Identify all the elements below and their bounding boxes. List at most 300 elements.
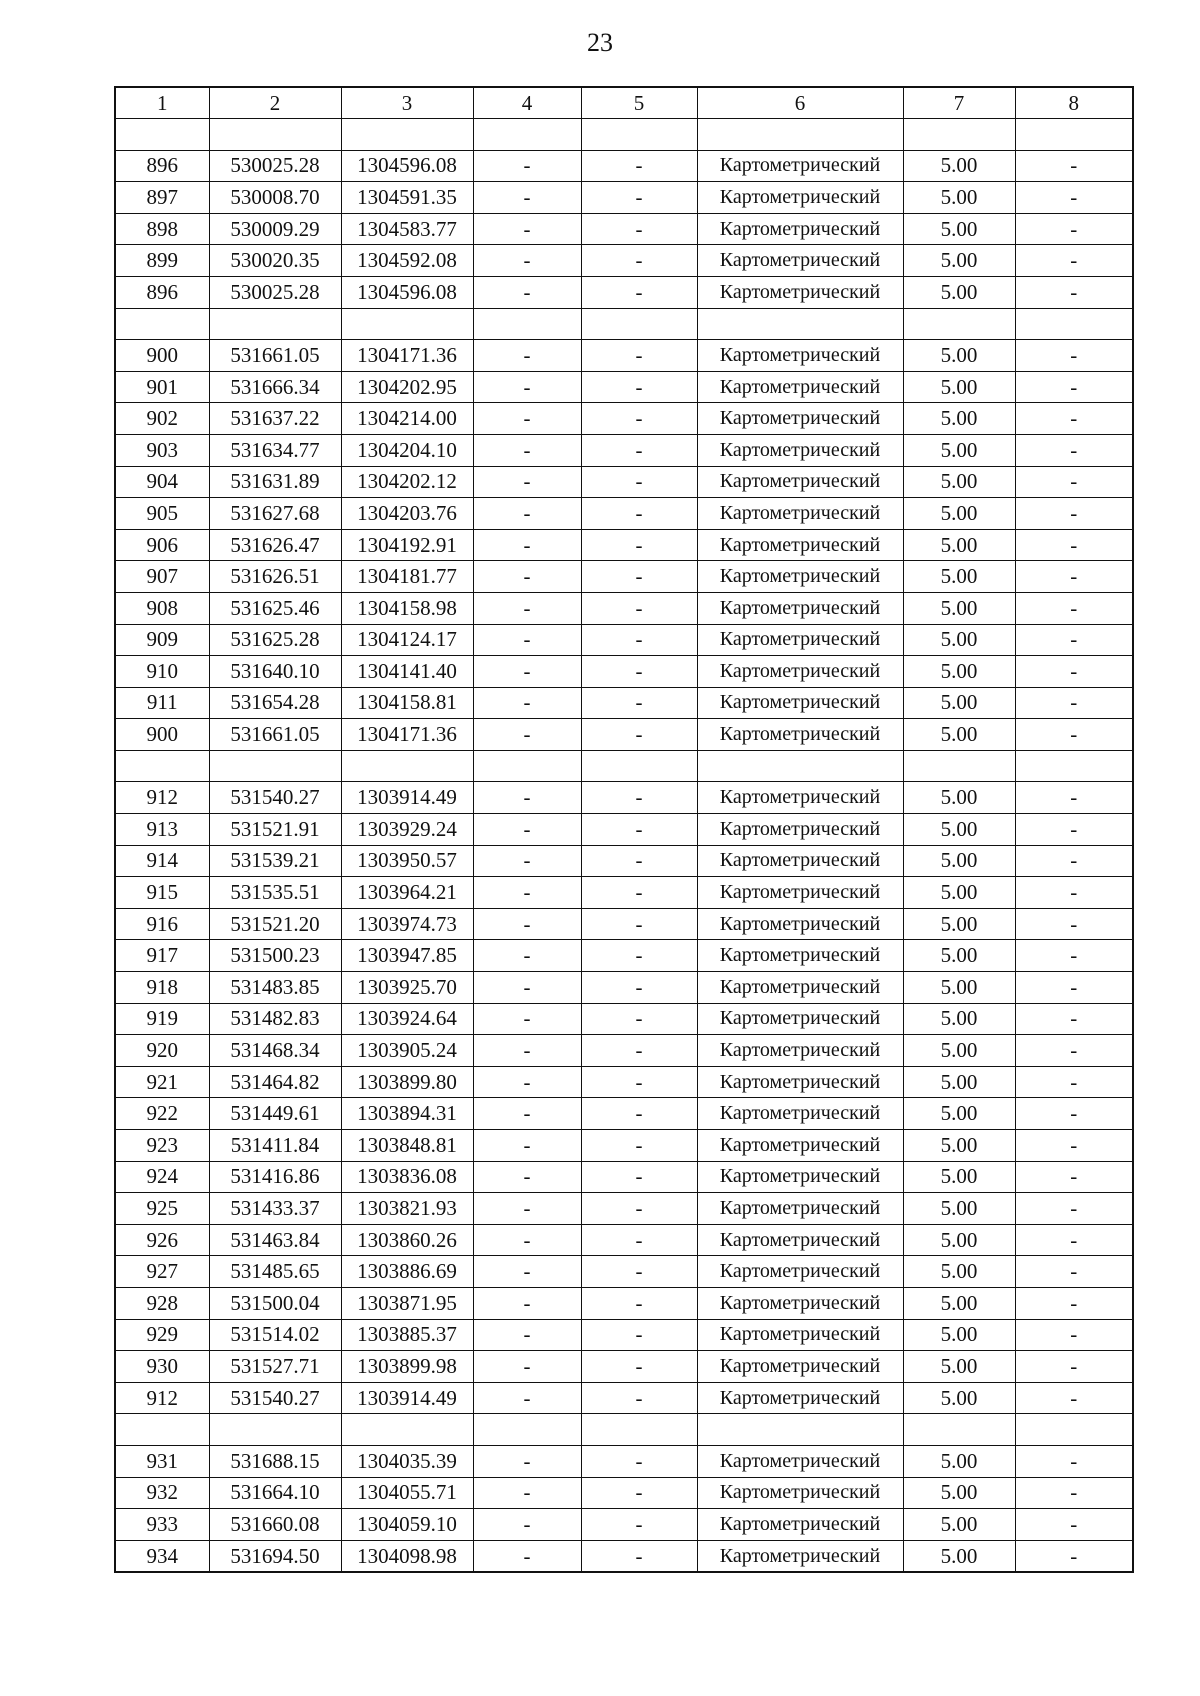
table-cell: - (473, 1445, 581, 1477)
table-cell: 1303860.26 (341, 1224, 473, 1256)
table-cell: - (473, 498, 581, 530)
table-cell: 924 (115, 1161, 209, 1193)
table-cell: Картометрический (697, 1161, 903, 1193)
table-cell: - (473, 1193, 581, 1225)
table-cell: 5.00 (903, 403, 1015, 435)
table-cell (697, 308, 903, 340)
table-cell: - (473, 1161, 581, 1193)
table-cell: 531694.50 (209, 1540, 341, 1572)
table-cell: 5.00 (903, 782, 1015, 814)
table-cell: Картометрический (697, 1130, 903, 1162)
table-cell: 926 (115, 1224, 209, 1256)
table-row (115, 972, 1133, 1004)
table-cell: - (473, 1509, 581, 1541)
table-cell: - (1015, 466, 1133, 498)
table-cell: - (473, 1319, 581, 1351)
table-cell: 1304124.17 (341, 624, 473, 656)
table-cell: - (473, 782, 581, 814)
table-cell: - (581, 1477, 697, 1509)
coordinates-table (114, 86, 1134, 1573)
table-cell: - (1015, 656, 1133, 688)
table-cell: 919 (115, 1003, 209, 1035)
table-cell: 531540.27 (209, 1382, 341, 1414)
table-cell: 932 (115, 1477, 209, 1509)
table-cell: 1304158.81 (341, 687, 473, 719)
table-cell: - (581, 213, 697, 245)
table-cell: - (473, 814, 581, 846)
table-row (115, 1130, 1133, 1162)
table-cell: - (581, 877, 697, 909)
table-cell: 1303836.08 (341, 1161, 473, 1193)
table-cell: 1303885.37 (341, 1319, 473, 1351)
table-row (115, 371, 1133, 403)
table-cell: - (581, 1035, 697, 1067)
table-cell: 5.00 (903, 434, 1015, 466)
table-cell: - (1015, 1319, 1133, 1351)
table-cell: 1303914.49 (341, 1382, 473, 1414)
table-cell: 896 (115, 276, 209, 308)
table-cell: 1303947.85 (341, 940, 473, 972)
table-cell: - (1015, 1224, 1133, 1256)
table-cell: - (1015, 1351, 1133, 1383)
table-cell: - (1015, 1066, 1133, 1098)
table-cell: 1304592.08 (341, 245, 473, 277)
table-cell: - (1015, 245, 1133, 277)
table-cell: 1304591.35 (341, 182, 473, 214)
table-cell: Картометрический (697, 1319, 903, 1351)
table-row (115, 1540, 1133, 1572)
table-cell: Картометрический (697, 1509, 903, 1541)
table-cell: 531640.10 (209, 656, 341, 688)
table-row (115, 1351, 1133, 1383)
table-cell: 1303974.73 (341, 908, 473, 940)
table-cell: 5.00 (903, 340, 1015, 372)
table-cell: 531521.20 (209, 908, 341, 940)
table-cell: 5.00 (903, 245, 1015, 277)
table-row (115, 1382, 1133, 1414)
table-cell: - (473, 719, 581, 751)
table-cell: - (1015, 972, 1133, 1004)
table-cell (473, 119, 581, 151)
table-cell: - (581, 1256, 697, 1288)
table-row (115, 1035, 1133, 1067)
table-cell: 1303964.21 (341, 877, 473, 909)
table-cell: - (473, 434, 581, 466)
table-cell: 1303925.70 (341, 972, 473, 1004)
table-cell: - (1015, 1477, 1133, 1509)
table-cell: 897 (115, 182, 209, 214)
table-cell: Картометрический (697, 182, 903, 214)
table-cell: - (1015, 1287, 1133, 1319)
table-cell: 1304596.08 (341, 150, 473, 182)
table-cell: 904 (115, 466, 209, 498)
table-cell: 531627.68 (209, 498, 341, 530)
table-cell: - (473, 245, 581, 277)
table-cell: 5.00 (903, 466, 1015, 498)
table-cell (209, 308, 341, 340)
table-cell (115, 308, 209, 340)
table-cell: - (581, 908, 697, 940)
table-cell: 1303821.93 (341, 1193, 473, 1225)
table-cell: 1303871.95 (341, 1287, 473, 1319)
table-row (115, 213, 1133, 245)
table-cell: 1304171.36 (341, 719, 473, 751)
table-cell: - (473, 972, 581, 1004)
table-cell: 1304059.10 (341, 1509, 473, 1541)
table-cell (209, 1414, 341, 1446)
table-cell: 915 (115, 877, 209, 909)
table-cell: 531482.83 (209, 1003, 341, 1035)
table-cell: - (1015, 1509, 1133, 1541)
table-cell: 5.00 (903, 1224, 1015, 1256)
table-cell: 531664.10 (209, 1477, 341, 1509)
table-cell: - (581, 529, 697, 561)
table-cell: - (1015, 529, 1133, 561)
table-cell: 531521.91 (209, 814, 341, 846)
table-cell: 5.00 (903, 1066, 1015, 1098)
table-cell: - (1015, 403, 1133, 435)
table-row (115, 1256, 1133, 1288)
table-cell: - (473, 908, 581, 940)
table-cell: Картометрический (697, 782, 903, 814)
table-cell: 925 (115, 1193, 209, 1225)
table-cell: - (581, 1540, 697, 1572)
table-body (115, 119, 1133, 1573)
table-row (115, 1066, 1133, 1098)
table-cell: Картометрический (697, 1540, 903, 1572)
table-cell: - (473, 1035, 581, 1067)
table-cell (903, 1414, 1015, 1446)
table-cell: 530025.28 (209, 276, 341, 308)
table-cell: - (1015, 1256, 1133, 1288)
table-cell: Картометрический (697, 340, 903, 372)
table-cell (1015, 1414, 1133, 1446)
table-cell: - (473, 592, 581, 624)
table-cell: 531661.05 (209, 719, 341, 751)
table-cell: - (473, 1066, 581, 1098)
table-cell: 5.00 (903, 1445, 1015, 1477)
table-cell: - (1015, 434, 1133, 466)
table-cell (581, 119, 697, 151)
table-cell: 5.00 (903, 1193, 1015, 1225)
table-row (115, 719, 1133, 751)
table-cell: 5.00 (903, 687, 1015, 719)
table-cell: - (1015, 182, 1133, 214)
table-cell: - (1015, 592, 1133, 624)
table-cell: Картометрический (697, 940, 903, 972)
table-cell: - (473, 656, 581, 688)
table-cell: 918 (115, 972, 209, 1004)
table-row (115, 624, 1133, 656)
table-row (115, 340, 1133, 372)
table-row (115, 687, 1133, 719)
table-cell (115, 119, 209, 151)
table-cell: - (1015, 1098, 1133, 1130)
table-cell: 1303929.24 (341, 814, 473, 846)
table-cell: 909 (115, 624, 209, 656)
table-cell: 5.00 (903, 150, 1015, 182)
table-cell: Картометрический (697, 434, 903, 466)
table-cell: 531500.23 (209, 940, 341, 972)
table-cell: 5.00 (903, 1098, 1015, 1130)
table-cell: 5.00 (903, 371, 1015, 403)
table-cell: 1304203.76 (341, 498, 473, 530)
table-cell (903, 119, 1015, 151)
column-header: 6 (697, 87, 903, 119)
table-cell: 531500.04 (209, 1287, 341, 1319)
table-cell: 908 (115, 592, 209, 624)
table-cell: - (473, 624, 581, 656)
table-row (115, 498, 1133, 530)
table-cell: 906 (115, 529, 209, 561)
table-cell: - (581, 1161, 697, 1193)
table-cell: Картометрический (697, 1382, 903, 1414)
table-row (115, 561, 1133, 593)
table-cell: 530025.28 (209, 150, 341, 182)
table-cell: 5.00 (903, 877, 1015, 909)
table-cell: 531535.51 (209, 877, 341, 909)
table-cell: - (1015, 498, 1133, 530)
table-cell: 929 (115, 1319, 209, 1351)
table-cell: 5.00 (903, 1382, 1015, 1414)
table-cell: - (581, 940, 697, 972)
table-cell: - (581, 276, 697, 308)
table-cell: 531468.34 (209, 1035, 341, 1067)
table-cell (697, 750, 903, 782)
table-cell: 912 (115, 782, 209, 814)
table-cell: Картометрический (697, 656, 903, 688)
table-cell: Картометрический (697, 877, 903, 909)
table-cell (581, 308, 697, 340)
table-cell: 917 (115, 940, 209, 972)
table-cell: Картометрический (697, 592, 903, 624)
table-cell: - (581, 719, 697, 751)
table-cell: - (581, 1351, 697, 1383)
table-cell (341, 1414, 473, 1446)
table-cell: - (1015, 1161, 1133, 1193)
table-cell: - (581, 624, 697, 656)
table-cell: - (1015, 1382, 1133, 1414)
column-header: 3 (341, 87, 473, 119)
table-cell: Картометрический (697, 1256, 903, 1288)
table-cell: Картометрический (697, 1193, 903, 1225)
table-cell (697, 1414, 903, 1446)
table-cell: - (1015, 561, 1133, 593)
table-cell (903, 750, 1015, 782)
table-cell: - (473, 1130, 581, 1162)
table-cell: 911 (115, 687, 209, 719)
table-row (115, 814, 1133, 846)
table-row (115, 592, 1133, 624)
table-cell: 1304583.77 (341, 213, 473, 245)
table-cell: - (581, 656, 697, 688)
table-cell: 531625.28 (209, 624, 341, 656)
column-header: 4 (473, 87, 581, 119)
table-cell: Картометрический (697, 371, 903, 403)
table-row (115, 1319, 1133, 1351)
table-cell: - (1015, 1193, 1133, 1225)
table-row (115, 150, 1133, 182)
table-row (115, 276, 1133, 308)
table-cell: 5.00 (903, 1509, 1015, 1541)
table-cell: Картометрический (697, 1066, 903, 1098)
table-cell (473, 308, 581, 340)
table-cell: Картометрический (697, 687, 903, 719)
table-row (115, 1098, 1133, 1130)
table-cell: - (581, 972, 697, 1004)
table-cell: Картометрический (697, 529, 903, 561)
column-header: 1 (115, 87, 209, 119)
table-cell: 5.00 (903, 1287, 1015, 1319)
table-cell: 5.00 (903, 1256, 1015, 1288)
table-cell: 5.00 (903, 719, 1015, 751)
table-cell: 531661.05 (209, 340, 341, 372)
table-cell: 5.00 (903, 940, 1015, 972)
table-row (115, 403, 1133, 435)
table-cell (581, 1414, 697, 1446)
table-cell: 896 (115, 150, 209, 182)
table-cell: 1304181.77 (341, 561, 473, 593)
table-cell: Картометрический (697, 719, 903, 751)
table-cell: 531625.46 (209, 592, 341, 624)
table-cell: - (1015, 1003, 1133, 1035)
table-cell: 5.00 (903, 1130, 1015, 1162)
table-cell: - (1015, 624, 1133, 656)
table-cell: 913 (115, 814, 209, 846)
table-cell: Картометрический (697, 1035, 903, 1067)
table-cell: 920 (115, 1035, 209, 1067)
table-cell: 5.00 (903, 1540, 1015, 1572)
table-cell: - (473, 340, 581, 372)
table-cell: Картометрический (697, 1445, 903, 1477)
table-cell: 1304141.40 (341, 656, 473, 688)
table-row (115, 1445, 1133, 1477)
table-row (115, 434, 1133, 466)
table-cell: 903 (115, 434, 209, 466)
table-cell: - (581, 1509, 697, 1541)
table-cell: 530008.70 (209, 182, 341, 214)
table-cell: 914 (115, 845, 209, 877)
table-cell: - (473, 213, 581, 245)
table-cell: 530020.35 (209, 245, 341, 277)
table-cell: 531626.47 (209, 529, 341, 561)
table-cell: 5.00 (903, 561, 1015, 593)
table-cell: - (581, 245, 697, 277)
table-cell: - (581, 340, 697, 372)
table-cell: 531411.84 (209, 1130, 341, 1162)
table-cell: 531464.82 (209, 1066, 341, 1098)
table-row (115, 1509, 1133, 1541)
table-separator-row (115, 1414, 1133, 1446)
table-cell: 916 (115, 908, 209, 940)
table-cell: - (473, 1477, 581, 1509)
table-cell: 912 (115, 1382, 209, 1414)
table-cell: 907 (115, 561, 209, 593)
table-cell: 1304098.98 (341, 1540, 473, 1572)
table-cell: - (473, 877, 581, 909)
table-cell: - (581, 1066, 697, 1098)
table-cell: 1303899.98 (341, 1351, 473, 1383)
table-row (115, 1161, 1133, 1193)
table-cell: 5.00 (903, 972, 1015, 1004)
table-cell: 1304055.71 (341, 1477, 473, 1509)
table-cell: - (581, 1382, 697, 1414)
table-cell: 1303894.31 (341, 1098, 473, 1130)
table-cell (1015, 750, 1133, 782)
table-cell: - (581, 845, 697, 877)
table-cell: 531666.34 (209, 371, 341, 403)
table-row (115, 529, 1133, 561)
table-cell (1015, 119, 1133, 151)
table-row (115, 1193, 1133, 1225)
table-cell: 531634.77 (209, 434, 341, 466)
table-cell: 531514.02 (209, 1319, 341, 1351)
table-cell: Картометрический (697, 1003, 903, 1035)
table-cell: - (1015, 1130, 1133, 1162)
table-cell: 5.00 (903, 592, 1015, 624)
table-cell: - (1015, 908, 1133, 940)
table-cell: 5.00 (903, 908, 1015, 940)
table-cell: 531485.65 (209, 1256, 341, 1288)
table-cell: 1303899.80 (341, 1066, 473, 1098)
table-cell: Картометрический (697, 466, 903, 498)
table-cell: 933 (115, 1509, 209, 1541)
table-cell: 898 (115, 213, 209, 245)
table-cell: 934 (115, 1540, 209, 1572)
table-cell: 531654.28 (209, 687, 341, 719)
table-cell: 1304171.36 (341, 340, 473, 372)
table-cell: - (1015, 814, 1133, 846)
table-cell (1015, 308, 1133, 340)
table-cell: - (581, 466, 697, 498)
table-cell: - (473, 1098, 581, 1130)
table-cell: - (473, 466, 581, 498)
table-cell: - (1015, 845, 1133, 877)
table-cell: - (581, 182, 697, 214)
table-cell: 5.00 (903, 1319, 1015, 1351)
table-row (115, 940, 1133, 972)
table-cell: - (581, 434, 697, 466)
table-cell: - (1015, 371, 1133, 403)
table-cell (473, 750, 581, 782)
table-cell: 902 (115, 403, 209, 435)
table-cell: - (1015, 340, 1133, 372)
table-cell: Картометрический (697, 972, 903, 1004)
table-cell: Картометрический (697, 1477, 903, 1509)
table-cell: 531416.86 (209, 1161, 341, 1193)
table-cell: 1303886.69 (341, 1256, 473, 1288)
table-cell: - (1015, 213, 1133, 245)
table-cell: - (581, 498, 697, 530)
table-cell: 531527.71 (209, 1351, 341, 1383)
table-cell: 531660.08 (209, 1509, 341, 1541)
table-row (115, 656, 1133, 688)
column-header: 7 (903, 87, 1015, 119)
table-cell: 900 (115, 340, 209, 372)
table-cell: - (1015, 877, 1133, 909)
table-cell (341, 308, 473, 340)
table-cell: 531688.15 (209, 1445, 341, 1477)
table-separator-row (115, 119, 1133, 151)
table-cell: 1303950.57 (341, 845, 473, 877)
table-separator-row (115, 308, 1133, 340)
table-cell: 531540.27 (209, 782, 341, 814)
table-cell: 1304204.10 (341, 434, 473, 466)
table-row (115, 877, 1133, 909)
table-cell: 531631.89 (209, 466, 341, 498)
table-cell: Картометрический (697, 814, 903, 846)
table-cell: - (581, 1098, 697, 1130)
